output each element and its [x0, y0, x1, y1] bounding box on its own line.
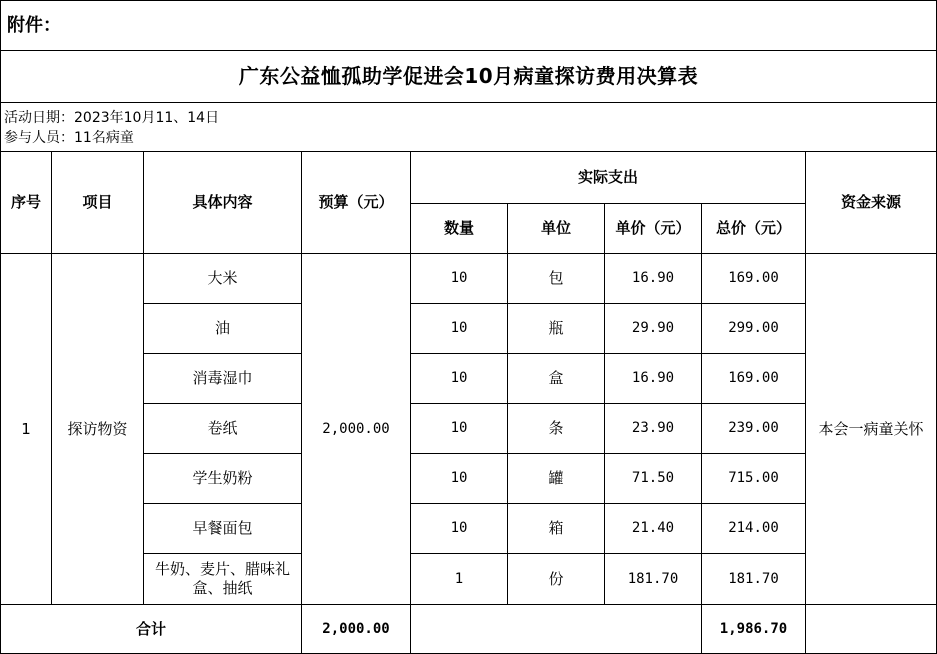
row-qty: 10 — [450, 420, 468, 436]
border-title-bottom — [0, 102, 937, 103]
row-unit-price: 71.50 — [631, 470, 675, 486]
row-content: 大米 — [207, 269, 238, 287]
group-budget: 2,000.00 — [322, 420, 390, 437]
row-content: 消毒湿巾 — [192, 369, 253, 387]
activity-date: 活动日期：2023年10月11、14日 — [4, 110, 220, 126]
header-unit: 单位 — [540, 219, 571, 237]
row-unit-price: 21.40 — [631, 520, 675, 536]
row-total: 169.00 — [728, 270, 779, 286]
header-seq: 序号 — [10, 193, 41, 211]
header-project: 项目 — [82, 193, 113, 211]
row-qty: 10 — [450, 470, 468, 486]
summary-total: 1,986.70 — [719, 620, 788, 637]
row-unit-price: 16.90 — [631, 270, 675, 286]
row-unit-price: 23.90 — [631, 420, 675, 436]
row-total: 181.70 — [728, 570, 779, 587]
attachment-label: 附件： — [7, 15, 61, 36]
row-content: 学生奶粉 — [192, 469, 253, 487]
row-unit: 盒 — [548, 369, 564, 387]
row-qty: 1 — [454, 570, 464, 587]
row-content: 牛奶、麦片、腊味礼盒、抽纸 — [154, 560, 290, 597]
summary-label: 合计 — [135, 619, 166, 638]
row-unit: 罐 — [548, 469, 564, 487]
row-total: 715.00 — [728, 470, 779, 486]
header-unit-price: 单价（元） — [615, 219, 691, 237]
row-unit: 包 — [548, 269, 564, 287]
participants: 参与人员：11名病童 — [4, 130, 134, 146]
header-actual: 实际支出 — [577, 168, 638, 186]
row-total: 299.00 — [728, 320, 779, 336]
row-total: 169.00 — [728, 370, 779, 386]
row-content: 油 — [214, 319, 230, 337]
row-qty: 10 — [450, 370, 468, 386]
header-total: 总价（元） — [715, 219, 791, 237]
row-unit: 条 — [548, 419, 564, 437]
row-unit-price: 29.90 — [631, 320, 675, 336]
row-total: 214.00 — [728, 520, 779, 536]
row-content: 早餐面包 — [192, 519, 253, 537]
row-qty: 10 — [450, 270, 468, 286]
row-unit-price: 16.90 — [631, 370, 675, 386]
row-unit: 箱 — [548, 519, 564, 537]
row-unit-price: 181.70 — [627, 570, 679, 587]
row-qty: 10 — [450, 320, 468, 336]
row-total: 239.00 — [728, 420, 779, 436]
group-project: 探访物资 — [67, 419, 128, 438]
header-qty: 数量 — [443, 219, 474, 237]
row-qty: 10 — [450, 520, 468, 536]
header-budget: 预算（元） — [318, 193, 394, 211]
row-unit: 瓶 — [548, 319, 564, 337]
row-content: 卷纸 — [207, 419, 238, 437]
header-content: 具体内容 — [192, 193, 253, 211]
row-unit: 份 — [548, 569, 564, 588]
group-seq: 1 — [21, 419, 31, 438]
summary-budget: 2,000.00 — [322, 620, 390, 637]
page-title: 广东公益恤孤助学促进会10月病童探访费用决算表 — [238, 64, 699, 88]
header-source: 资金来源 — [840, 193, 901, 211]
group-source: 本会一病童关怀 — [818, 419, 924, 438]
